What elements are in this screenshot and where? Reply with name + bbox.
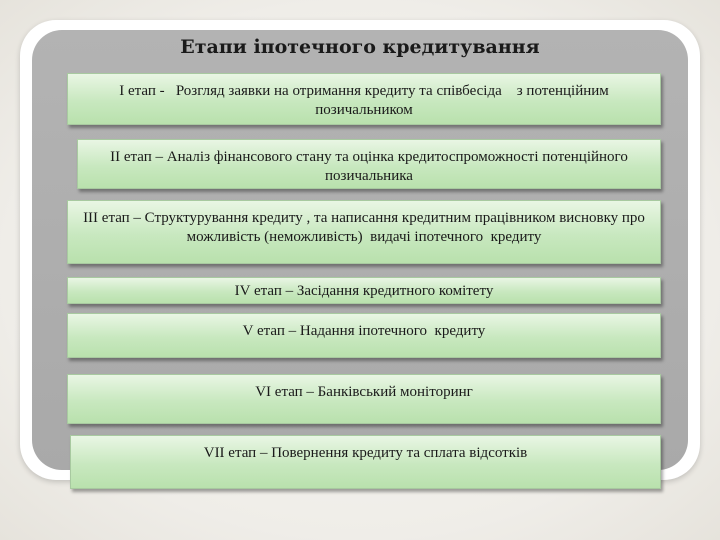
stage-2-text: ІІ етап – Аналіз фінансового стану та оцінка кредитоспроможності потенційного позичальника bbox=[110, 149, 632, 184]
slide-title: Етапи іпотечного кредитування bbox=[180, 36, 540, 58]
stage-6-box bbox=[67, 374, 661, 424]
stage-7-text: VІІ етап – Повернення кредиту та сплата відсотків bbox=[203, 445, 528, 461]
stage-2-box bbox=[77, 139, 661, 189]
stage-5-box bbox=[67, 313, 661, 358]
stage-4-box bbox=[67, 277, 661, 304]
stage-5-text: V етап – Надання іпотечного кредиту bbox=[242, 323, 486, 339]
stage-3-box bbox=[67, 200, 661, 264]
stage-3-text: ІІІ етап – Структурування кредиту , та написання кредитним працівником висновку про можливість (неможливість) видачі іпотечного кредиту bbox=[83, 210, 649, 245]
stage-4-text: ІV етап – Засідання кредитного комітету bbox=[234, 283, 494, 299]
stage-1-box bbox=[67, 73, 661, 125]
stage-7-box bbox=[70, 435, 661, 489]
stage-1-text: І етап - Розгляд заявки на отримання кредиту та співбесіда з потенційним позичальником bbox=[119, 83, 613, 118]
stage-6-text: VІ етап – Банківський моніторинг bbox=[255, 384, 473, 400]
